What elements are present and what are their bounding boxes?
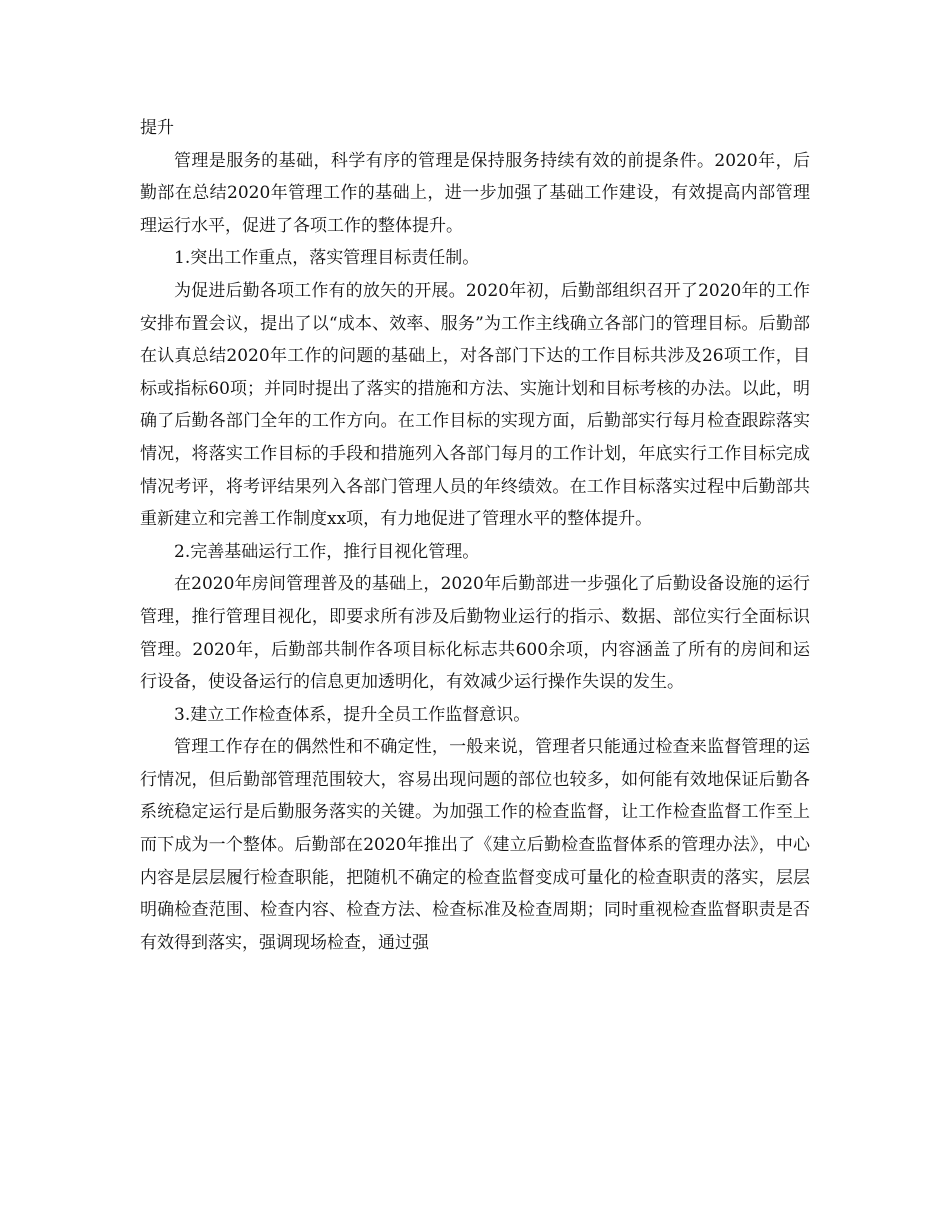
- paragraph-section-2: 在2020年房间管理普及的基础上，2020年后勤部进一步强化了后勤设备设施的运行管理，推行管理目视化，即要求所有涉及后勤物业运行的指示、数据、部位实行全面标识管理。2020年，后勤部共制作各项目标化标志共600余项，内容涵盖了所有的房间和运行设备，使设备运行的信息更加透明化，有效减少运行操作失误的发生。: [140, 574, 810, 693]
- paragraph-section-3: 管理工作存在的偶然性和不确定性，一般来说，管理者只能通过检查来监督管理的运行情况，但后勤部管理范围较大，容易出现问题的部位也较多，如何能有效地保证后勤各系统稳定运行是后勤服务落实的关键。为加强工作的检查监督，让工作检查监督工作至上而下成为一个整体。后勤部在2020年推出了《建立后勤检查监督体系的管理办法》，中心内容是层层履行检查职能，把随机不确定的检查监督变成可量化的检查职责的落实，层层明确检查范围、检查内容、检查方法、检查标准及检查周期；同时重视检查监督职责是否有效得到落实，强调现场检查，通过强: [140, 737, 810, 953]
- lead-fragment: 提升: [140, 118, 174, 138]
- section-heading-3: 3.建立工作检查体系，提升全员工作监督意识。: [174, 704, 531, 725]
- document-body: [140, 112, 810, 959]
- paragraph-intro: 管理是服务的基础，科学有序的管理是保持服务持续有效的前提条件。2020年，后勤部在总结2020年管理工作的基础上，进一步加强了基础工作建设，有效提高内部管理理运行水平，促进了各项工作的整体提升。: [140, 150, 810, 236]
- section-heading-1: 1.突出工作重点，落实管理目标责任制。: [174, 248, 480, 269]
- section-heading-2: 2.完善基础运行工作，推行目视化管理。: [174, 541, 480, 562]
- paragraph-section-1: 为促进后勤各项工作有的放矢的开展。2020年初，后勤部组织召开了2020年的工作安排布置会议，提出了以“成本、效率、服务”为工作主线确立各部门的管理目标。后勤部在认真总结2020年工作的问题的基础上，对各部门下达的工作目标共涉及26项工作，目标或指标60项；并同时提出了落实的措施和方法、实施计划和目标考核的办法。以此，明确了后勤各部门全年的工作方向。在工作目标的实现方面，后勤部实行每月检查跟踪落实情况，将落实工作目标的手段和措施列入各部门每月的工作计划，年底实行工作目标完成情况考评，将考评结果列入各部门管理人员的年终绩效。在工作目标落实过程中后勤部共重新建立和完善工作制度xx项，有力地促进了管理水平的整体提升。: [140, 280, 810, 530]
